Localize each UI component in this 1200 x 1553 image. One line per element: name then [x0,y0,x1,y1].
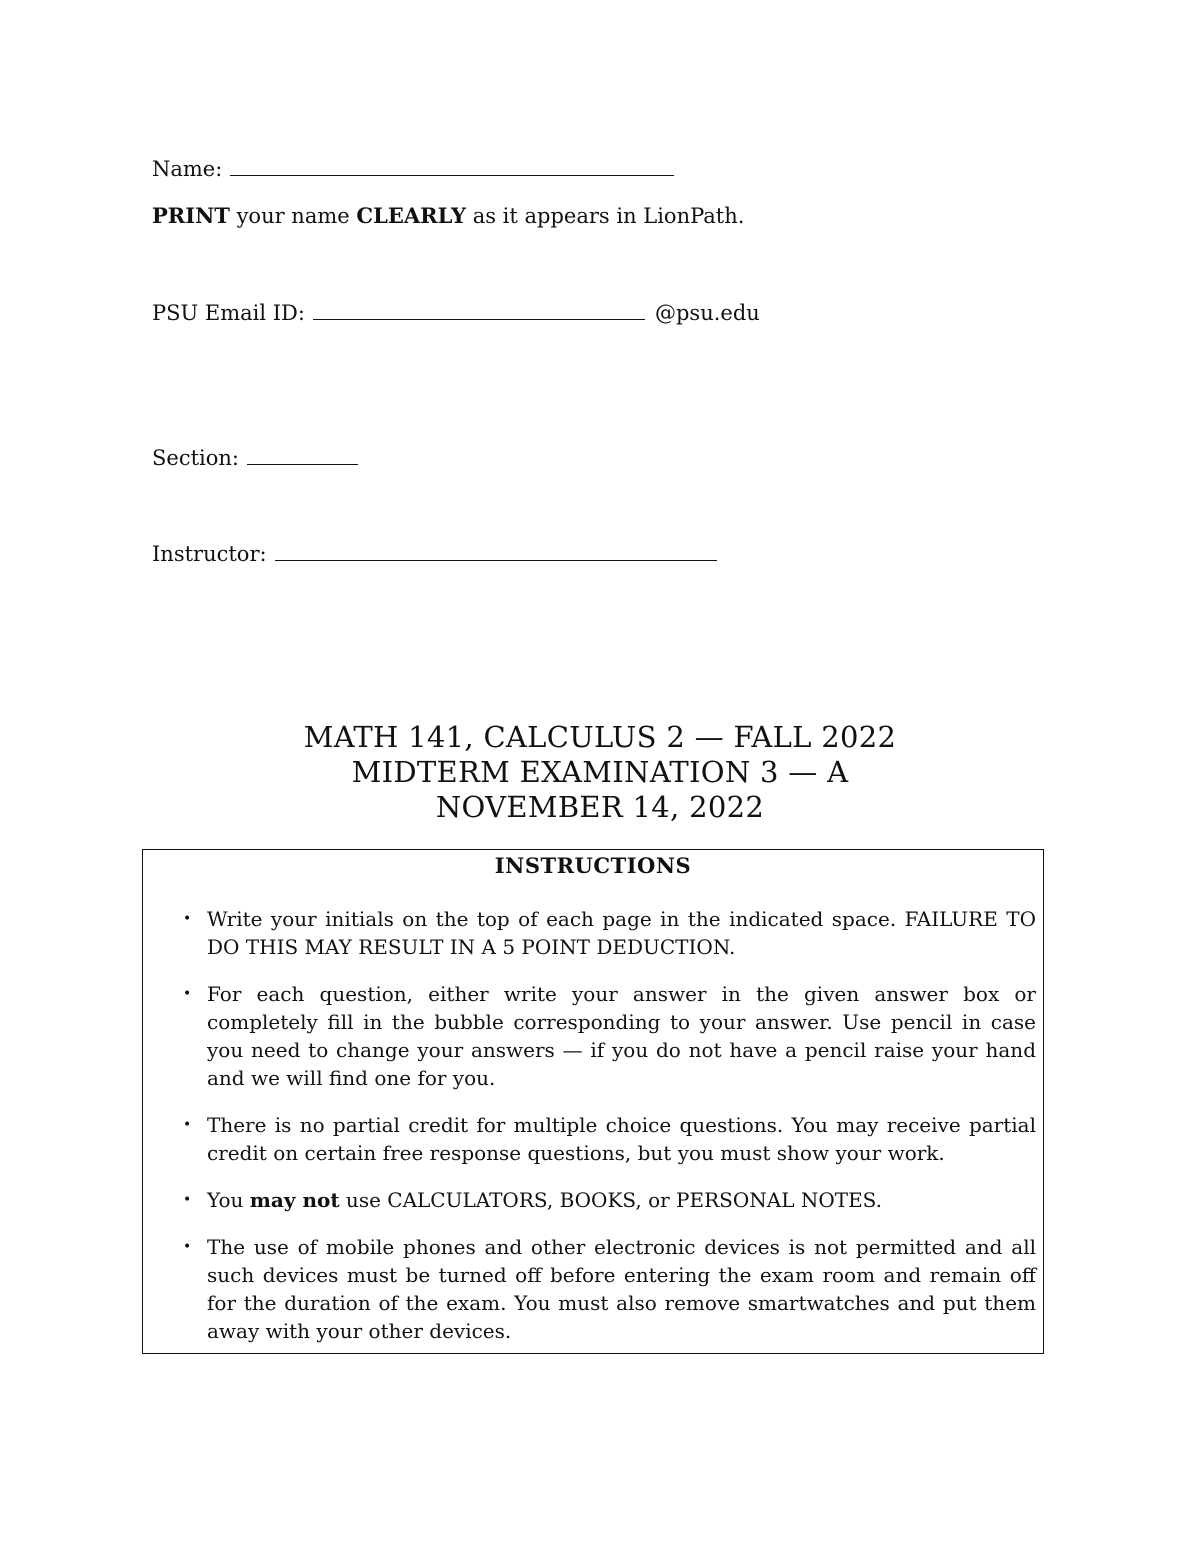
email-field-row [152,300,760,326]
instruction-item [143,1111,1043,1167]
bullet-icon: • [183,986,192,1002]
exam-title-block [0,720,1200,825]
instruction-text: The use of mobile phones and other electronic devices is not permitted and all such devices must be turned off before entering the exam room and remain off for the duration of the exam. You must also remove smartwatches and put them away with your other devices. [207,1235,1036,1343]
print-note-text-2: as it appears in LionPath. [466,204,745,228]
instructor-field-row [152,541,717,567]
print-note-text-1: your name [229,204,357,228]
section-field-row [152,445,358,471]
instruction-item [143,905,1043,961]
section-blank-line[interactable] [247,446,358,465]
instructions-box [142,849,1044,1354]
bullet-icon: • [183,1117,192,1133]
instruction-item [143,1186,1043,1214]
instruction-text-a: You [207,1188,250,1212]
instruction-text: There is no partial credit for multiple choice questions. You may receive partial credit on certain free response questions, but you must show your work. [207,1113,1036,1165]
name-blank-line[interactable] [230,157,674,176]
instruction-item [143,1233,1043,1345]
print-note-emphasis-print: PRINT [152,203,230,228]
exam-title-line-2: MIDTERM EXAMINATION 3 — A [351,755,849,789]
email-blank-line[interactable] [313,301,645,320]
instruction-text: Write your initials on the top of each page in the indicated space. FAILURE TO DO THIS MAY RESULT IN A 5 POINT DEDUCTION. [207,907,1036,959]
instruction-text-c: use CALCULATORS, BOOKS, or PERSONAL NOTES. [339,1188,883,1212]
instructions-list [143,905,1043,1364]
name-label: Name: [152,157,223,181]
section-label: Section: [152,446,239,470]
name-field-row [152,156,674,182]
instruction-item [143,980,1043,1092]
bullet-icon: • [183,1239,192,1255]
bullet-icon: • [183,911,192,927]
email-suffix: @psu.edu [654,301,760,325]
instruction-emphasis-may-not: may not [249,1188,340,1212]
print-note-emphasis-clearly: CLEARLY [356,203,467,228]
instructor-label: Instructor: [152,542,267,566]
instructions-heading: INSTRUCTIONS [494,853,692,878]
exam-title-line-3: NOVEMBER 14, 2022 [435,790,765,824]
instruction-text: For each question, either write your answer in the given answer box or completely fill in the bubble corresponding to your answer. Use pencil in case you need to change your answers — if you do not have a pencil raise your hand and we will find one for you. [207,982,1036,1090]
bullet-icon: • [183,1192,192,1208]
print-name-note [152,203,744,229]
instructor-blank-line[interactable] [275,542,717,561]
email-label: PSU Email ID: [152,301,305,325]
exam-title-line-1: MATH 141, CALCULUS 2 — FALL 2022 [303,720,897,754]
